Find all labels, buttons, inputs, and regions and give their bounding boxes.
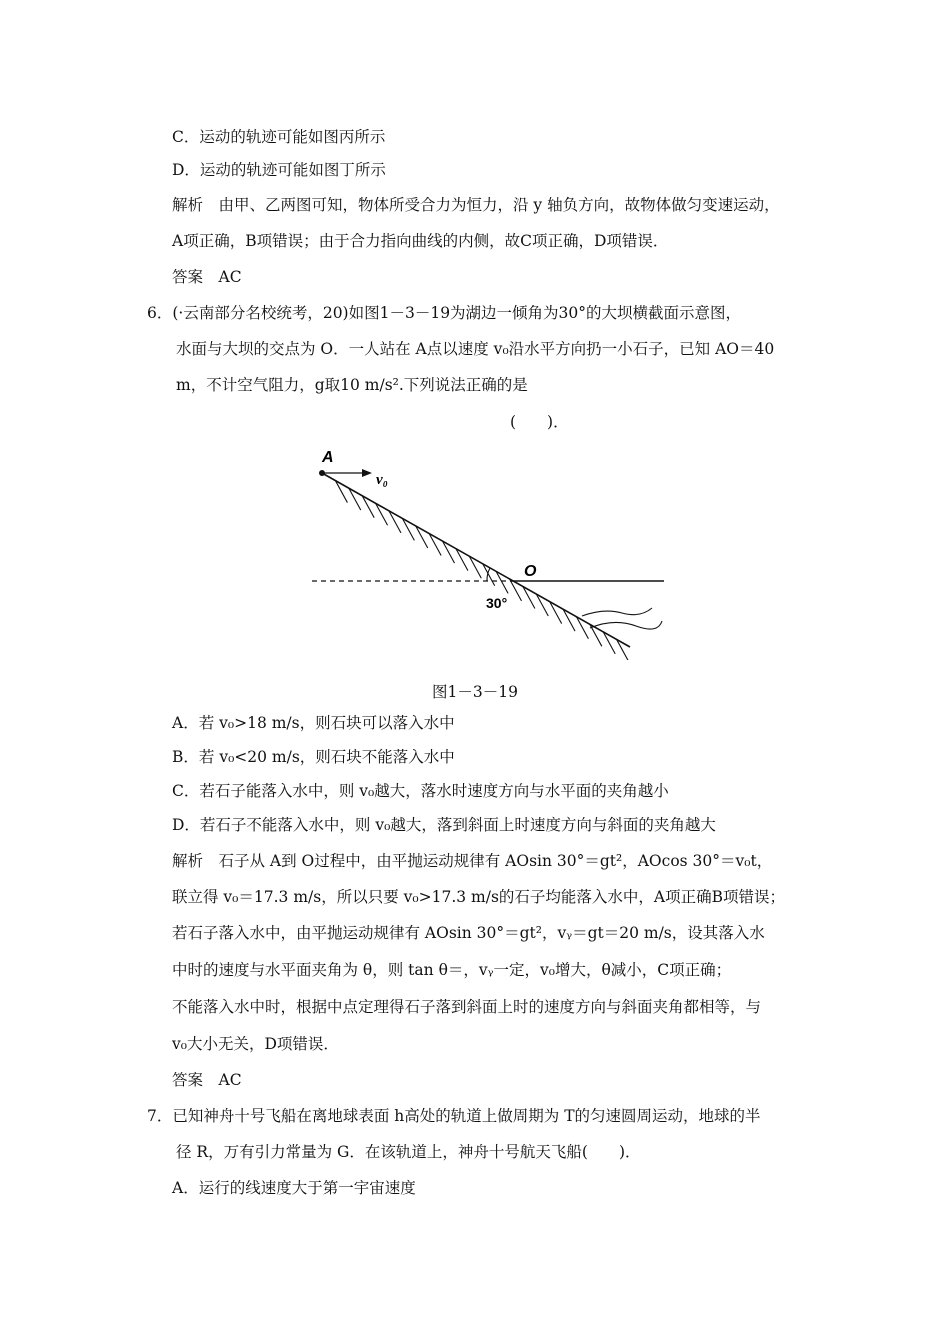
label-v0: v₀: [376, 472, 388, 488]
q6-analysis-line4: 中时的速度与水平面夹角为 θ，则 tan θ＝，vᵧ一定，v₀增大，θ减小，C项正确；: [172, 961, 732, 979]
q6-answer: 答案 AC: [172, 1071, 242, 1089]
prev-analysis-line2: A项正确，B项错误；由于合力指向曲线的内侧，故C项正确，D项错误．: [172, 232, 669, 250]
q6-option-d: D．若石子不能落入水中，则 v₀越大，落到斜面上时速度方向与斜面的夹角越大: [172, 816, 716, 834]
label-a: A: [322, 449, 334, 466]
q7-option-a: A．运行的线速度大于第一宇宙速度: [172, 1179, 416, 1197]
q6-analysis-line1: 解析 石子从 A到 O过程中，由平抛运动规律有 AOsin 30°＝gt²，AOcos 30°＝v₀t，: [172, 852, 773, 870]
q6-analysis-line3: 若石子落入水中，由平抛运动规律有 AOsin 30°＝gt²，vᵧ＝gt＝20 m/s，设其落入水: [172, 924, 765, 942]
prev-analysis-line1: 解析 由甲、乙两图可知，物体所受合力为恒力，沿 y 轴负方向，故物体做匀变速运动，: [172, 196, 780, 214]
q6-stem-line1: 6．(·云南部分名校统考，20)如图1－3－19为湖边一倾角为30°的大坝横截面示意图，: [147, 304, 742, 322]
prev-option-c: C．运动的轨迹可能如图丙所示: [172, 128, 386, 146]
dam-diagram: [300, 440, 670, 660]
q6-answer-paren: ( )．: [510, 413, 569, 431]
label-o: O: [524, 563, 537, 580]
q6-option-c: C．若石子能落入水中，则 v₀越大，落水时速度方向与水平面的夹角越小: [172, 782, 669, 800]
q7-stem-line2: 径 R，万有引力常量为 G．在该轨道上，神舟十号航天飞船( )．: [176, 1143, 641, 1161]
water-wave-1: [582, 608, 652, 616]
q6-analysis-line6: v₀大小无关，D项错误．: [172, 1035, 339, 1053]
q6-analysis-line2: 联立得 v₀＝17.3 m/s，所以只要 v₀>17.3 m/s的石子均能落入水中，A项正确B项错误；: [172, 888, 785, 906]
dam-hatching: [335, 481, 628, 660]
q6-option-a: A．若 v₀>18 m/s，则石块可以落入水中: [172, 714, 455, 732]
q6-option-b: B．若 v₀<20 m/s，则石块不能落入水中: [172, 748, 455, 766]
prev-option-d: D．运动的轨迹可能如图丁所示: [172, 161, 386, 179]
velocity-arrow-head: [362, 469, 372, 477]
q6-stem-line2: 水面与大坝的交点为 O．一人站在 A点以速度 v₀沿水平方向扔一小石子，已知 AO＝40: [176, 340, 775, 358]
label-angle: 30°: [486, 595, 508, 611]
q7-stem-line1: 7．已知神舟十号飞船在离地球表面 h高处的轨道上做周期为 T的匀速圆周运动，地球的半: [147, 1107, 761, 1125]
q6-analysis-line5: 不能落入水中时，根据中点定理得石子落到斜面上时的速度方向与斜面夹角都相等，与: [172, 998, 762, 1016]
q6-stem-line3: m，不计空气阻力，g取10 m/s².下列说法正确的是: [176, 376, 528, 394]
figure-caption: 图1－3－19: [432, 683, 518, 701]
dam-slope-line: [322, 473, 630, 647]
water-wave-2: [590, 621, 662, 629]
prev-answer: 答案 AC: [172, 268, 242, 286]
